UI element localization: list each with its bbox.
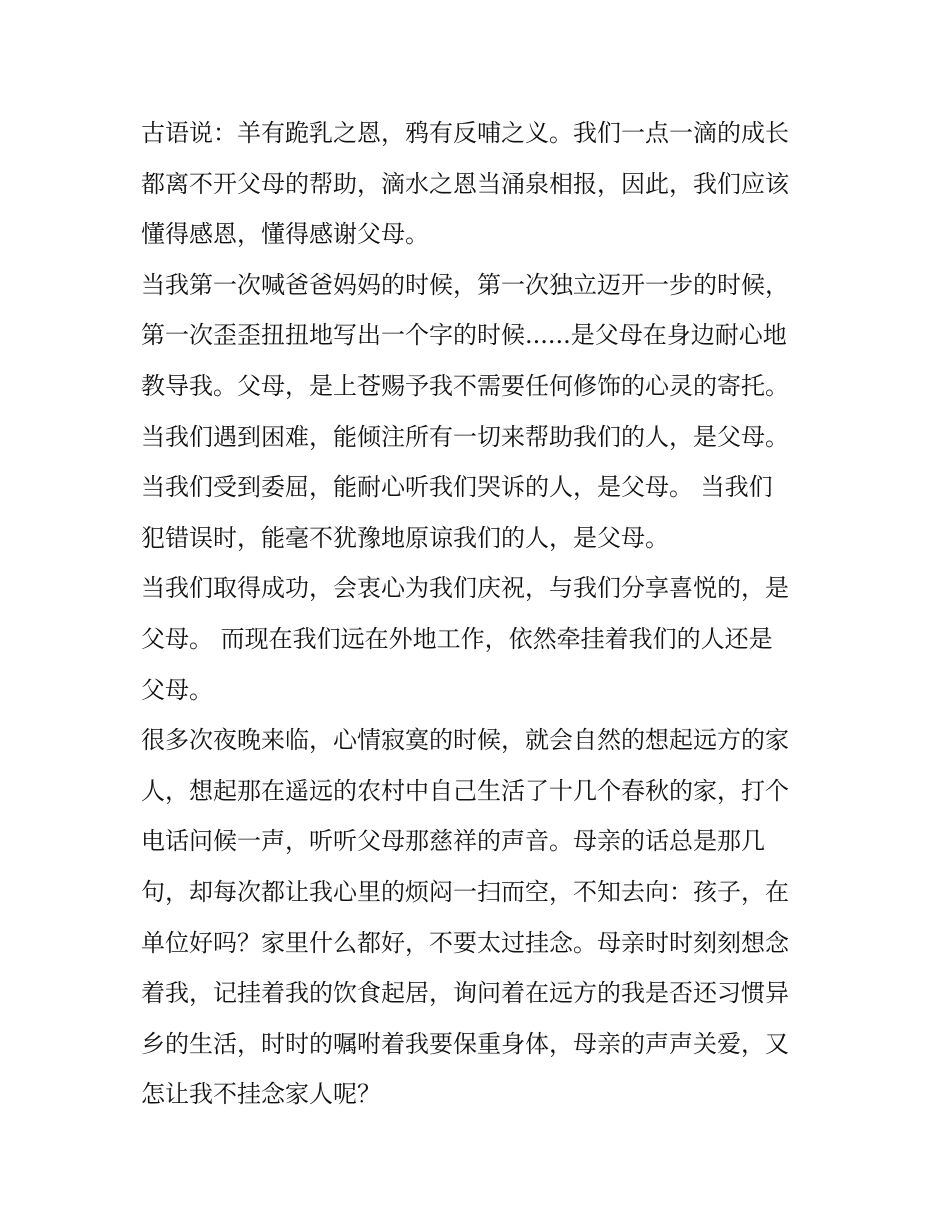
text-line: 当我们受到委屈，能耐心听我们哭诉的人，是父母。 当我们 xyxy=(141,473,773,502)
text-line: 句，却每次都让我心里的烦闷一扫而空，不知去向：孩子，在 xyxy=(141,877,789,906)
text-line: 父母。 而现在我们远在外地工作，依然牵挂着我们的人还是 xyxy=(141,624,773,653)
text-line: 父母。 xyxy=(141,675,213,704)
text-line: 都离不开父母的帮助，滴水之恩当涌泉相报，因此，我们应该 xyxy=(141,169,789,198)
text-line: 人，想起那在遥远的农村中自己生活了十几个春秋的家，打个 xyxy=(141,776,789,805)
text-line: 犯错误时，能毫不犹豫地原谅我们的人，是父母。 xyxy=(141,523,669,552)
essay-body xyxy=(141,108,821,1120)
text-line: 乡的生活，时时的嘱咐着我要保重身体，母亲的声声关爱，又 xyxy=(141,1029,789,1058)
text-line: 当我第一次喊爸爸妈妈的时候，第一次独立迈开一步的时候， xyxy=(141,270,789,299)
text-line: 古语说：羊有跪乳之恩，鸦有反哺之义。我们一点一滴的成长 xyxy=(141,119,789,147)
text-line: 很多次夜晚来临，心情寂寞的时候，就会自然的想起远方的家 xyxy=(141,726,789,755)
text-line: 单位好吗？家里什么都好，不要太过挂念。母亲时时刻刻想念 xyxy=(141,928,789,957)
text-line: 电话问候一声，听听父母那慈祥的声音。母亲的话总是那几 xyxy=(141,827,765,856)
text-line: 教导我。父母，是上苍赐予我不需要任何修饰的心灵的寄托。 xyxy=(141,371,789,400)
text-line: 第一次歪歪扭扭地写出一个字的时候......是父母在身边耐心地 xyxy=(141,321,787,350)
text-line: 当我们取得成功，会衷心为我们庆祝，与我们分享喜悦的，是 xyxy=(141,574,789,603)
text-line: 着我，记挂着我的饮食起居，询问着在远方的我是否还习惯异 xyxy=(141,979,789,1008)
text-line: 怎让我不挂念家人呢？ xyxy=(141,1080,381,1109)
text-line: 当我们遇到困难，能倾注所有一切来帮助我们的人，是父母。 xyxy=(141,422,789,451)
text-line: 懂得感恩，懂得感谢父母。 xyxy=(141,220,429,249)
